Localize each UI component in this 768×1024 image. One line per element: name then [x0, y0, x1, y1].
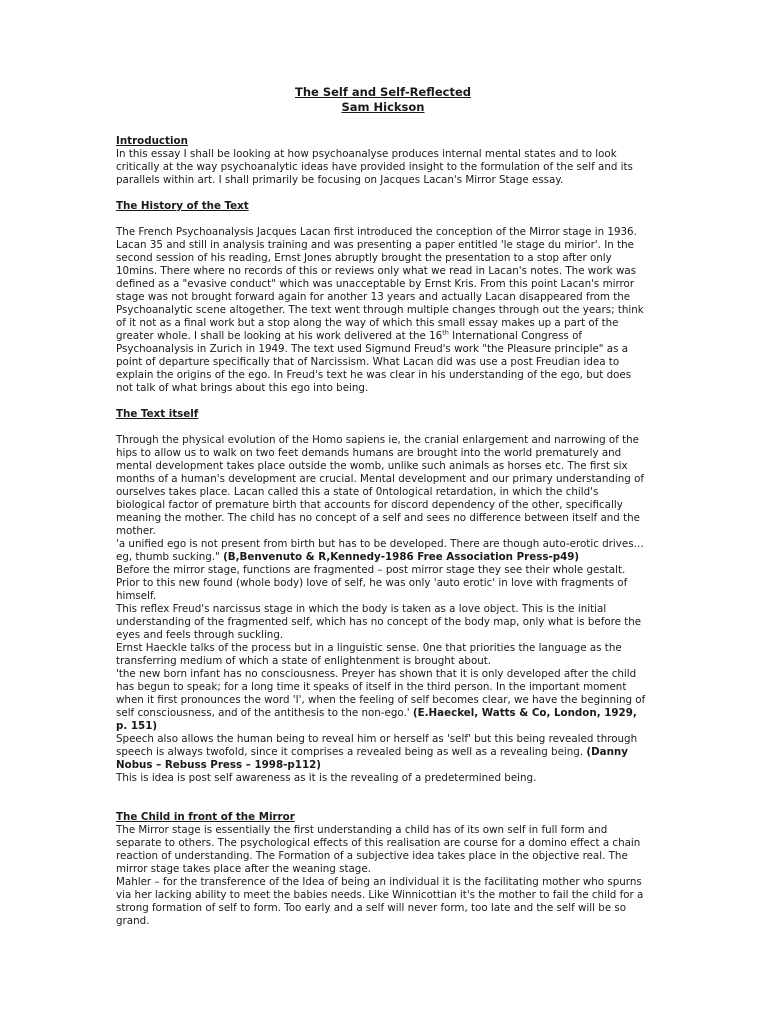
- text-itself-p5: Speech also allows the human being to reveal him or herself as 'self' but this being revealed through speech is always twofold, since it comprises a revealed being as well as a revealing being.: [116, 733, 638, 758]
- child-p1: The Mirror stage is essentially the first understanding a child has of its own self in full form and separate to others. The psychological effects of this realisation are course for a domino effect a chain reaction of understanding. The Formation of a subjective idea takes place in the objective real. The mirror stage takes place after the weaning stage.: [116, 824, 641, 875]
- citation-1: (B,Benvenuto & R,Kennedy-1986 Free Association Press-p49): [223, 551, 580, 563]
- citation-2: (E.Haeckel, Watts & Co, London, 1929, p. 151): [116, 707, 637, 732]
- intro-paragraph: In this essay I shall be looking at how psychoanalyse produces internal mental states and to look critically at the way psychoanalytic ideas have provided insight to the formulation of the self and its parallels within art. I shall primarily be focusing on Jacques Lacan's Mirror Stage essay.: [116, 148, 633, 186]
- heading-text-itself: The Text itself: [116, 408, 199, 420]
- text-itself-p1: Through the physical evolution of the Homo sapiens ie, the cranial enlargement and narrowing of the hips to allow us to walk on two feet demands humans are brought into the world prematurely and mental development takes place outside the womb, unlike such animals as horses etc. The first six months of a human's development are crucial. Mental development and our primary understanding of ourselves takes place. Lacan called this a state of 0ntological retardation, in which the child's biological factor of premature birth that accounts for discord dependency of the other, specifically meaning the mother. The child has no concept of a self and sees no difference between itself and the mother.: [116, 434, 645, 537]
- text-itself-p2: Before the mirror stage, functions are fragmented – post mirror stage they see their whole gestalt. Prior to this new found (whole body) love of self, he was only 'auto erotic' in love with fragments of himself.: [116, 564, 628, 602]
- child-p2: Mahler – for the transference of the Idea of being an individual it is the facilitating mother who spurns via her lacking ability to meet the babies needs. Like Winnicottian it's the mother to fail the child for a strong formation of self to form. Too early and a self will never form, too late and the self will be so grand.: [116, 876, 644, 927]
- text-itself-p3: This reflex Freud's narcissus stage in which the body is taken as a love object. This is the initial understanding of the fragmented self, which has no concept of the body map, only what is before the eyes and feels through suckling.: [116, 603, 642, 641]
- title-block: [116, 85, 650, 115]
- quote-paragraph-1: [116, 538, 650, 564]
- text-itself-p4: Ernst Haeckle talks of the process but in a linguistic sense. 0ne that priorities the language as the transferring medium of which a state of enlightenment is brought about.: [116, 642, 622, 667]
- ordinal-superscript: th: [442, 328, 449, 337]
- heading-introduction: Introduction: [116, 135, 188, 147]
- history-text-b: International Congress of Psychoanalysis in Zurich in 1949. The text used Sigmund Freud's work "the Pleasure principle" as a point of departure specifically that of Narcissism. What Lacan did was use a post Freudian idea to explain the origins of the ego. In Freud's text he was clear in his understanding of the ego, but does not talk of what brings about this ego into being.: [116, 330, 632, 394]
- quote-1: 'a unified ego is not present from birth but has to be developed. There are though auto-erotic drives… eg, thumb sucking.": [116, 538, 644, 563]
- heading-child-mirror: The Child in front of the Mirror: [116, 811, 295, 823]
- heading-history: The History of the Text: [116, 200, 249, 212]
- document-title: The Self and Self-Reflected: [295, 85, 471, 99]
- quote-2: 'the new born infant has no consciousness. Preyer has shown that it is only developed after the child has begun to speak; for a long time it speaks of itself in the third person. In the important moment when it first pronounces the word 'I', when the feeling of self becomes clear, we have the beginning of self consciousness, and of the antithesis to the non-ego.': [116, 668, 646, 719]
- history-paragraph: [116, 226, 650, 395]
- citation-3: (Danny Nobus – Rebuss Press – 1998-p112): [116, 746, 628, 771]
- quote-paragraph-2: [116, 668, 650, 733]
- text-itself-p5-paragraph: [116, 733, 650, 772]
- history-text-a: The French Psychoanalysis Jacques Lacan first introduced the conception of the Mirror stage in 1936. Lacan 35 and still in analysis training and was presenting a paper entitled 'le stage du mirior'. In the second session of his reading, Ernst Jones abruptly brought the presentation to a stop after only 10mins. There where no records of this or reviews only what we read in Lacan's notes. The work was defined as a "evasive conduct" which was unacceptable by Ernst Kris. From this point Lacan's mirror stage was not brought forward again for another 13 years and actually Lacan disappeared from the Psychoanalytic scene altogether. The text went through multiple changes through out the years; think of it not as a final work but a stop along the way of which this small essay makes up a part of the greater whole. I shall be looking at his work delivered at the 16: [116, 226, 644, 342]
- document-author: Sam Hickson: [341, 100, 425, 114]
- text-itself-p6: This is idea is post self awareness as it is the revealing of a predetermined being.: [116, 772, 537, 784]
